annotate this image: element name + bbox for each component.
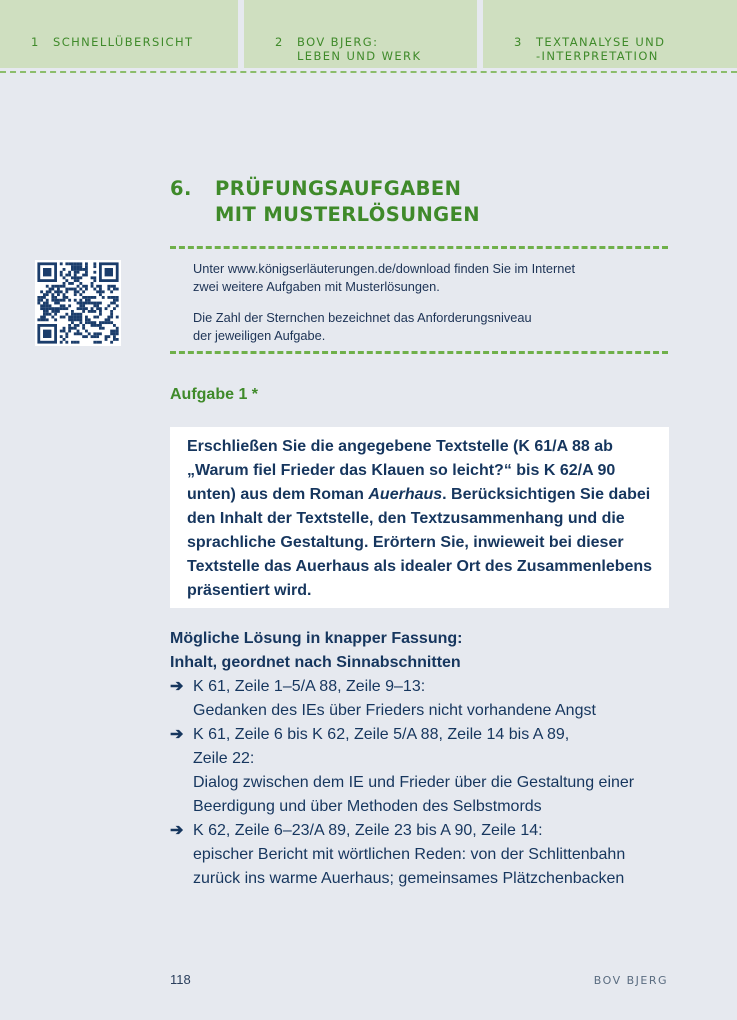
tab-textanalyse[interactable] xyxy=(483,0,737,68)
running-footer-author: BOV BJERG xyxy=(593,974,668,987)
item-description: Dialog zwischen dem IE und Frieder über die Gestaltung einer Beerdigung und über Methoden des Selbstmords xyxy=(193,774,635,815)
item-reference: K 61, Zeile 6 bis K 62, Zeile 5/A 88, Zeile 14 bis A 89, Zeile 22: xyxy=(193,726,570,767)
solution-subheading: Inhalt, geordnet nach Sinnabschnitten xyxy=(170,654,461,671)
task-text-start: Erschließen Sie die angegebene Textstelle (K 61/A 88 ab „Warum fiel Frieder das Klauen so leicht?“ bis K 62/A 90 unten) aus dem Roman xyxy=(187,438,616,503)
tab-number: 1 xyxy=(31,35,40,49)
task-title: Aufgabe 1 * xyxy=(170,386,259,403)
arrow-right-icon: ➔ xyxy=(170,726,184,743)
arrow-right-icon: ➔ xyxy=(170,678,184,695)
item-description: Gedanken des IEs über Frieders nicht vorhandene Angst xyxy=(193,702,596,719)
divider-bottom xyxy=(170,351,668,354)
task-text-end: . Berücksichtigen Sie dabei den Inhalt der Textstelle, den Textzusammenhang und die sprachliche Gestaltung. Erörtern Sie, inwieweit bei dieser Textstelle das Auerhaus als idealer Ort des Zusammenlebens präsentiert wird. xyxy=(187,486,653,599)
nav-divider xyxy=(0,71,737,73)
tab-label: TEXTANALYSE UND -INTERPRETATION xyxy=(536,35,666,63)
task-text-title: Auerhaus xyxy=(368,486,443,503)
divider-top xyxy=(170,246,668,249)
tab-label: SCHNELLÜBERSICHT xyxy=(53,35,194,49)
chapter-title-line2: MIT MUSTERLÖSUNGEN xyxy=(215,203,481,226)
info-box xyxy=(193,260,663,345)
tab-label: BOV BJERG: LEBEN UND WERK xyxy=(297,35,422,63)
qr-code-graphic xyxy=(35,260,121,346)
tab-schnelluebersicht[interactable] xyxy=(0,0,238,68)
list-item xyxy=(170,819,690,891)
tab-number: 3 xyxy=(514,35,523,49)
list-item xyxy=(170,723,690,819)
chapter-title-line1: PRÜFUNGSAUFGABEN xyxy=(215,177,462,200)
solution-section xyxy=(170,627,690,891)
task-box xyxy=(170,427,669,608)
chapter-number: 6. xyxy=(170,177,192,200)
item-reference: K 61, Zeile 1–5/A 88, Zeile 9–13: xyxy=(193,678,426,695)
info-download-text: Unter www.königserläuterungen.de/download finden Sie im Internet zwei weitere Aufgaben mit Musterlösungen. xyxy=(193,261,576,294)
page-number: 118 xyxy=(170,972,191,987)
list-item xyxy=(170,675,690,723)
qr-code-icon[interactable] xyxy=(35,260,121,346)
info-stars-text: Die Zahl der Sternchen bezeichnet das Anforderungsniveau der jeweiligen Aufgabe. xyxy=(193,310,532,343)
chapter-nav xyxy=(0,0,737,68)
solution-heading: Mögliche Lösung in knapper Fassung: xyxy=(170,630,463,647)
item-reference: K 62, Zeile 6–23/A 89, Zeile 23 bis A 90, Zeile 14: xyxy=(193,822,543,839)
tab-number: 2 xyxy=(275,35,284,49)
tab-leben-und-werk[interactable] xyxy=(244,0,477,68)
item-description: epischer Bericht mit wörtlichen Reden: von der Schlittenbahn zurück ins warme Auerhaus; gemeinsames Plätzchenbacken xyxy=(193,846,626,887)
chapter-heading xyxy=(170,176,670,228)
arrow-right-icon: ➔ xyxy=(170,822,184,839)
